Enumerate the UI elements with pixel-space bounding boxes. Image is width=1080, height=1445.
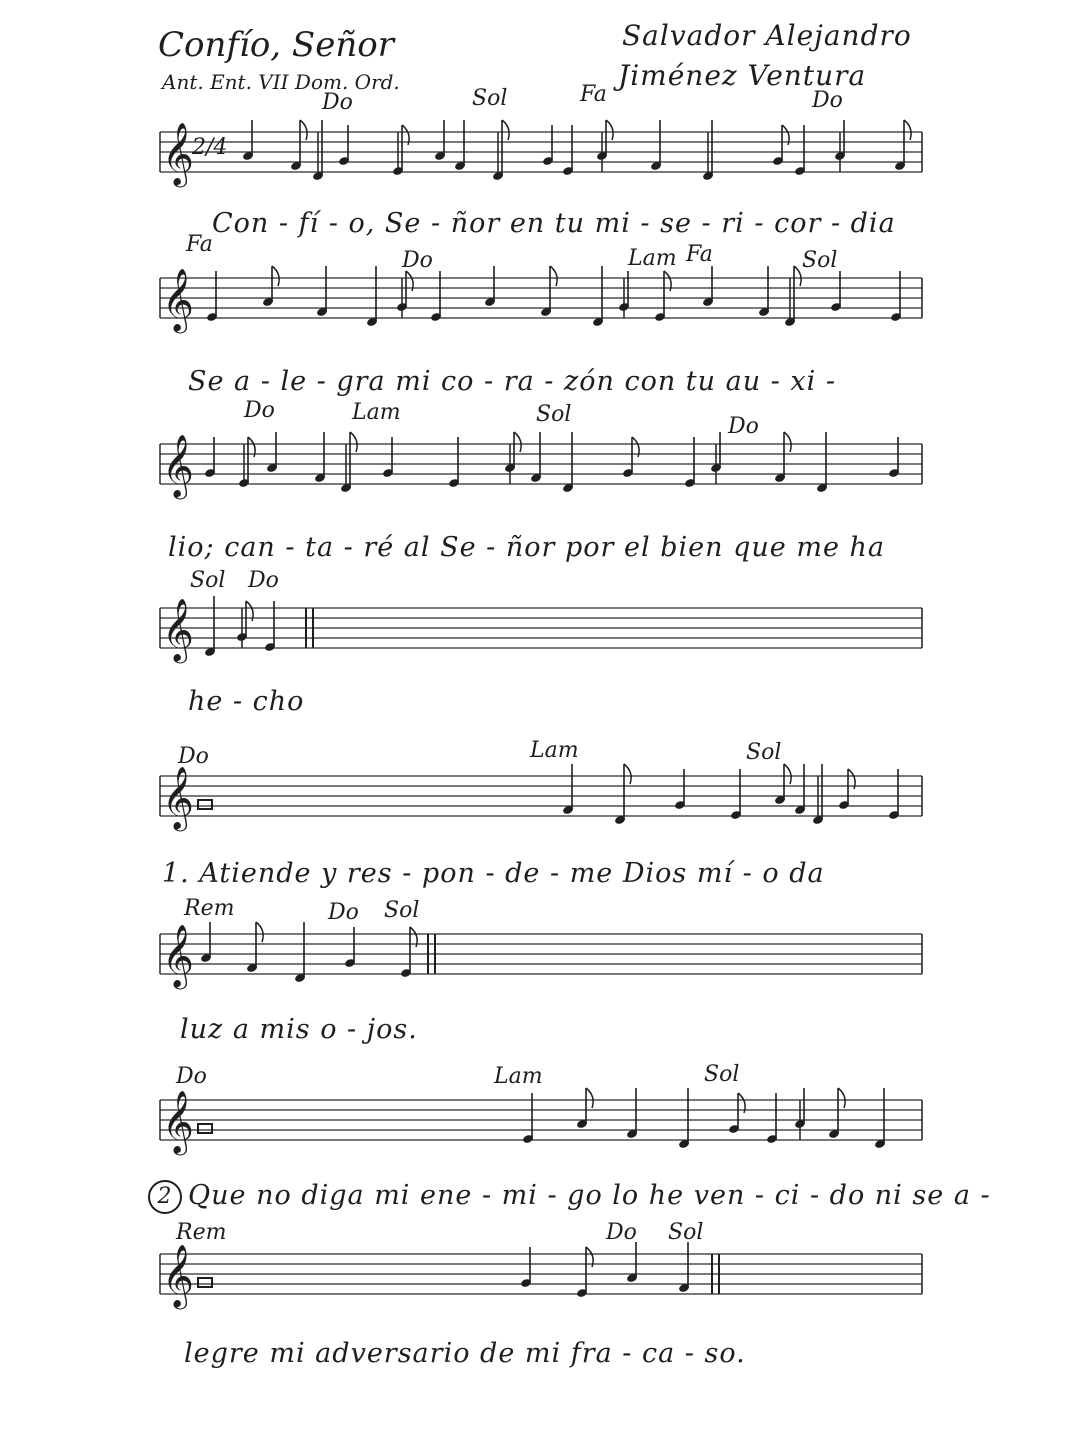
lyric-line: lio; can - ta - ré al Se - ñor por el bien que me ha	[168, 532, 885, 563]
note	[626, 1088, 638, 1139]
note	[794, 764, 806, 815]
note	[520, 1247, 532, 1288]
lyric-line: legre mi adversario de mi fra - ca - so.	[184, 1338, 746, 1369]
chord-label: Fa	[580, 82, 607, 107]
note	[650, 120, 662, 171]
note	[766, 1093, 778, 1144]
note	[382, 437, 394, 478]
note	[430, 271, 442, 322]
author-first-line: Salvador Alejandro	[622, 19, 912, 52]
chord-label: Do	[248, 568, 279, 593]
note	[774, 764, 791, 805]
note	[206, 271, 218, 322]
note	[290, 120, 307, 171]
note	[314, 432, 326, 483]
whole-note	[198, 800, 212, 809]
chord-label: Do	[812, 88, 843, 113]
note	[448, 437, 460, 488]
note	[316, 266, 328, 317]
chord-label: Fa	[186, 232, 213, 257]
note-flag	[256, 922, 263, 942]
note	[576, 1088, 593, 1129]
treble-clef-icon: 𝄞	[162, 924, 194, 987]
chord-label: Lam	[494, 1064, 543, 1089]
staff	[160, 1090, 922, 1156]
chord-label: Fa	[686, 242, 713, 267]
treble-clef-icon: 𝄞	[162, 122, 194, 185]
note	[504, 432, 521, 473]
whole-note	[198, 1124, 212, 1133]
note	[396, 271, 413, 312]
treble-clef-icon: 𝄞	[162, 598, 194, 661]
chord-label: Lam	[530, 738, 579, 763]
treble-clef-icon: 𝄞	[162, 766, 194, 829]
note-flag	[624, 764, 631, 784]
note	[262, 266, 279, 307]
staff	[160, 268, 922, 334]
lyric-line: he - cho	[188, 686, 305, 717]
note	[530, 432, 542, 483]
note-flag	[514, 432, 521, 452]
note	[400, 927, 417, 978]
time-signature: 2/4	[192, 135, 228, 160]
note	[684, 437, 696, 488]
note	[454, 120, 466, 171]
lyric-line: luz a mis o - jos.	[180, 1014, 418, 1045]
note	[674, 769, 686, 810]
note	[890, 271, 902, 322]
note	[338, 125, 350, 166]
note	[200, 922, 212, 963]
note	[626, 1242, 638, 1283]
note	[576, 1247, 593, 1298]
chord-label: Do	[606, 1220, 637, 1245]
chord-label: Sol	[384, 898, 420, 923]
note	[236, 601, 253, 642]
lyric-line: Se a - le - gra mi co - ra - zón con tu au - xi -	[188, 366, 836, 397]
chord-label: Sol	[746, 740, 782, 765]
note	[264, 601, 276, 652]
note	[204, 437, 216, 478]
note-flag	[784, 432, 791, 452]
treble-clef-icon: 𝄞	[162, 1090, 194, 1153]
treble-clef-icon: 𝄞	[162, 434, 194, 497]
note	[596, 120, 613, 161]
note	[562, 125, 574, 176]
chord-label: Do	[176, 1064, 207, 1089]
chord-label: Sol	[802, 248, 838, 273]
whole-note	[198, 1278, 212, 1287]
note	[888, 437, 900, 478]
lyric-line: Que no diga mi ene - mi - go lo he ven - ci - do ni se a -	[188, 1180, 991, 1211]
chord-label: Sol	[472, 86, 508, 111]
note-flag	[784, 764, 791, 784]
chord-label: Do	[178, 744, 209, 769]
note-flag	[586, 1088, 593, 1108]
note	[758, 266, 770, 317]
note	[894, 120, 911, 171]
chord-label: Sol	[668, 1220, 704, 1245]
note	[246, 922, 263, 973]
author-second-line: Jiménez Ventura	[618, 59, 867, 92]
note	[242, 120, 254, 161]
note-flag	[350, 432, 357, 452]
note	[266, 432, 278, 473]
note	[522, 1093, 534, 1144]
treble-clef-icon: 𝄞	[162, 268, 194, 331]
chord-label: Rem	[184, 896, 235, 921]
chord-label: Lam	[628, 246, 677, 271]
note	[730, 769, 742, 820]
note	[392, 125, 409, 176]
note-flag	[272, 266, 279, 286]
note	[622, 437, 639, 478]
note	[728, 1093, 745, 1134]
treble-clef-icon: 𝄞	[162, 1244, 194, 1307]
note	[794, 125, 806, 176]
note	[830, 271, 842, 312]
staff	[160, 924, 922, 990]
lyric-line: Con - fí - o, Se - ñor en tu mi - se - ri - cor - dia	[212, 208, 896, 239]
chord-label: Do	[328, 900, 359, 925]
chord-label: Rem	[176, 1220, 227, 1245]
note	[888, 769, 900, 820]
note	[774, 432, 791, 483]
note	[828, 1088, 845, 1139]
note-flag	[550, 266, 557, 286]
note	[344, 927, 356, 968]
note-flag	[502, 120, 509, 140]
staff	[160, 1244, 922, 1310]
note	[654, 271, 671, 322]
note	[484, 266, 496, 307]
note	[678, 1242, 690, 1293]
chord-label: Do	[728, 414, 759, 439]
note-flag	[904, 120, 911, 140]
song-title: Confío, Señor	[158, 25, 394, 65]
note	[540, 266, 557, 317]
note-flag	[794, 266, 801, 286]
chord-label: Sol	[190, 568, 226, 593]
note	[434, 120, 446, 161]
note	[238, 437, 255, 488]
note-flag	[606, 120, 613, 140]
lyric-line: 1. Atiende y res - pon - de - me Dios mí - o da	[162, 858, 825, 889]
note	[838, 769, 855, 810]
staff	[160, 122, 922, 188]
chord-label: Do	[322, 90, 353, 115]
staff	[160, 766, 922, 832]
note	[542, 125, 554, 166]
chord-label: Do	[402, 248, 433, 273]
note-flag	[838, 1088, 845, 1108]
chord-label: Sol	[536, 402, 572, 427]
note-flag	[300, 120, 307, 140]
note	[772, 125, 789, 166]
chord-label: Sol	[704, 1062, 740, 1087]
chord-label: Lam	[352, 400, 401, 425]
note	[702, 266, 714, 307]
verse-number-circle: 2	[148, 1180, 182, 1214]
song-subtitle: Ant. Ent. VII Dom. Ord.	[162, 70, 400, 94]
note	[562, 764, 574, 815]
chord-label: Do	[244, 398, 275, 423]
